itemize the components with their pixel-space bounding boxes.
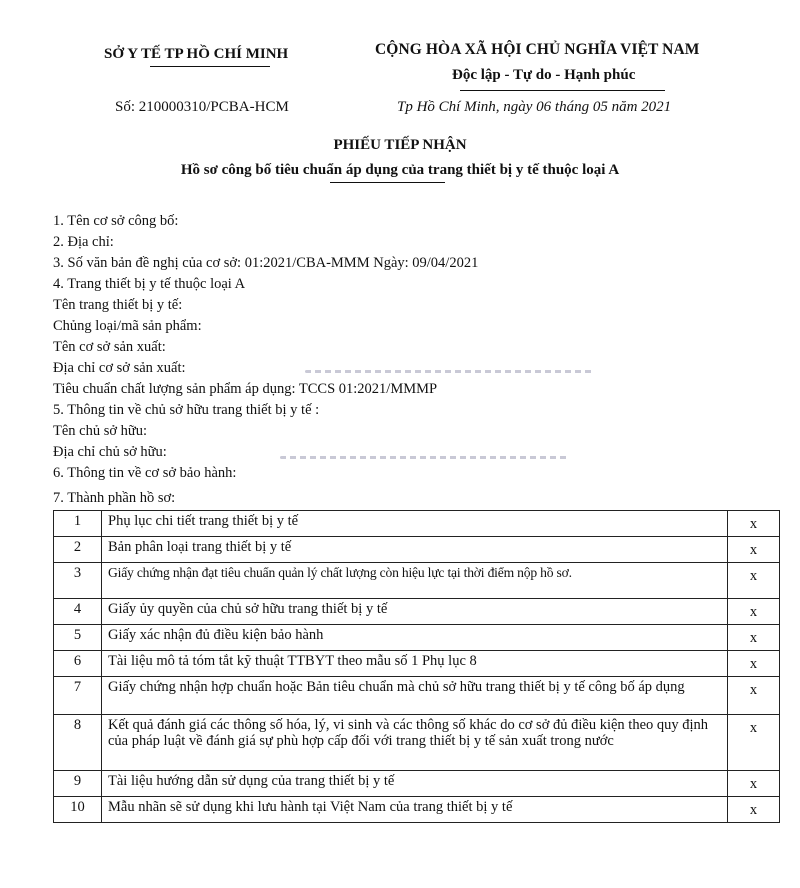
- redacted-text: [305, 370, 595, 373]
- row-text: Kết quả đánh giá các thông số hóa, lý, vi sinh và các thông số khác do cơ sở đủ điều kiện theo quy định của pháp luật về đánh giá sự phù hợp cấp đối với trang thiết bị y tế sản xuất trong nước: [102, 715, 728, 771]
- row-text: Tài liệu mô tả tóm tắt kỹ thuật TTBYT theo mẫu số 1 Phụ lục 8: [102, 651, 728, 677]
- field-request-number: 3. Số văn bản đề nghị của cơ sở: 01:2021/CBA-MMM Ngày: 09/04/2021: [53, 255, 479, 271]
- row-text: Giấy chứng nhận hợp chuẩn hoặc Bản tiêu chuẩn mà chủ sở hữu trang thiết bị y tế công bố áp dụng: [102, 677, 728, 715]
- row-mark: x: [728, 771, 780, 797]
- row-mark: x: [728, 677, 780, 715]
- row-mark: x: [728, 797, 780, 823]
- row-number: 8: [54, 715, 102, 771]
- document-title: PHIẾU TIẾP NHẬN: [333, 137, 467, 153]
- field-quality-standard: Tiêu chuẩn chất lượng sản phẩm áp dụng: TCCS 01:2021/MMMP: [53, 381, 438, 397]
- table-row: [54, 599, 780, 625]
- table-row: [54, 715, 780, 771]
- row-mark: x: [728, 563, 780, 599]
- dossier-table: [53, 510, 780, 823]
- row-text: Giấy chứng nhận đạt tiêu chuẩn quản lý chất lượng còn hiệu lực tại thời điểm nộp hồ sơ.: [102, 563, 728, 599]
- row-text: Giấy ủy quyền của chủ sở hữu trang thiết bị y tế: [102, 599, 728, 625]
- document-number: Số: 210000310/PCBA-HCM: [115, 99, 289, 115]
- redacted-text: [280, 456, 570, 459]
- row-text: Phụ lục chi tiết trang thiết bị y tế: [102, 511, 728, 537]
- row-text: Tài liệu hướng dẫn sử dụng của trang thiết bị y tế: [102, 771, 728, 797]
- row-mark: x: [728, 625, 780, 651]
- field-address: 2. Địa chỉ:: [53, 234, 114, 250]
- table-row: [54, 625, 780, 651]
- field-owner-address: Địa chỉ chủ sở hữu:: [53, 444, 167, 460]
- field-facility-name: 1. Tên cơ sở công bố:: [53, 213, 179, 229]
- field-owner-name: Tên chủ sở hữu:: [53, 423, 148, 439]
- table-row: [54, 563, 780, 599]
- place-date: Tp Hồ Chí Minh, ngày 06 tháng 05 năm 2021: [397, 99, 672, 115]
- row-mark: x: [728, 537, 780, 563]
- row-text: Giấy xác nhận đủ điều kiện bảo hành: [102, 625, 728, 651]
- row-mark: x: [728, 715, 780, 771]
- row-number: 10: [54, 797, 102, 823]
- table-row: [54, 511, 780, 537]
- motto: Độc lập - Tự do - Hạnh phúc: [452, 67, 636, 83]
- table-row: [54, 677, 780, 715]
- row-mark: x: [728, 511, 780, 537]
- row-number: 9: [54, 771, 102, 797]
- document-subtitle: Hồ sơ công bố tiêu chuẩn áp dụng của trang thiết bị y tế thuộc loại A: [180, 162, 620, 178]
- table-row: [54, 537, 780, 563]
- field-product-code: Chủng loại/mã sản phẩm:: [53, 318, 202, 334]
- table-row: [54, 651, 780, 677]
- row-number: 2: [54, 537, 102, 563]
- nation-heading: CỘNG HÒA XÃ HỘI CHỦ NGHĨA VIỆT NAM: [375, 41, 700, 58]
- row-mark: x: [728, 651, 780, 677]
- row-mark: x: [728, 599, 780, 625]
- table-row: [54, 797, 780, 823]
- row-text: Mẫu nhãn sẽ sử dụng khi lưu hành tại Việt Nam của trang thiết bị y tế: [102, 797, 728, 823]
- row-number: 7: [54, 677, 102, 715]
- field-owner-info: 5. Thông tin về chủ sở hữu trang thiết bị y tế :: [53, 402, 320, 418]
- motto-underline: [460, 90, 665, 91]
- row-number: 3: [54, 563, 102, 599]
- subtitle-underline: [330, 182, 445, 183]
- field-warranty-facility: 6. Thông tin về cơ sở bảo hành:: [53, 465, 237, 481]
- field-equipment-class: 4. Trang thiết bị y tế thuộc loại A: [53, 276, 246, 292]
- field-manufacturer-address: Địa chỉ cơ sở sản xuất:: [53, 360, 186, 376]
- organization-underline: [150, 66, 270, 67]
- field-dossier-components: 7. Thành phần hồ sơ:: [53, 490, 176, 506]
- organization-name: SỞ Y TẾ TP HỒ CHÍ MINH: [104, 46, 289, 62]
- field-manufacturer: Tên cơ sở sản xuất:: [53, 339, 166, 355]
- table-row: [54, 771, 780, 797]
- row-text: Bản phân loại trang thiết bị y tế: [102, 537, 728, 563]
- row-number: 6: [54, 651, 102, 677]
- row-number: 4: [54, 599, 102, 625]
- row-number: 5: [54, 625, 102, 651]
- row-number: 1: [54, 511, 102, 537]
- field-equipment-name: Tên trang thiết bị y tế:: [53, 297, 183, 313]
